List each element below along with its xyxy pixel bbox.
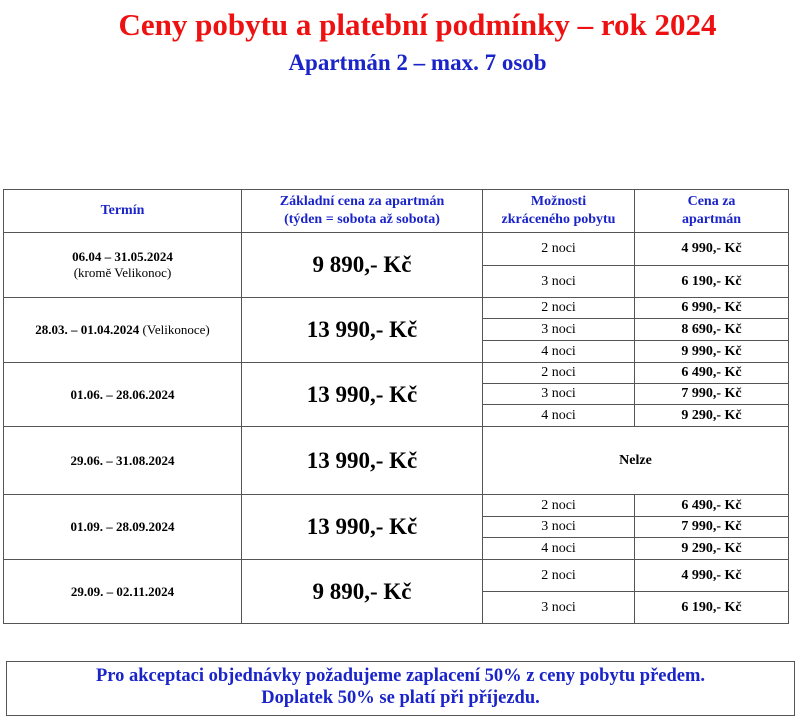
period-base-price: 13 990,- Kč bbox=[242, 363, 483, 427]
price-table bbox=[3, 189, 789, 624]
option-price: 7 990,- Kč bbox=[635, 384, 789, 405]
option-price: 6 190,- Kč bbox=[635, 592, 789, 624]
option-nights: 2 noci bbox=[483, 298, 635, 319]
period-term: 28.03. – 01.04.2024 (Velikonoce) bbox=[4, 298, 242, 363]
option-price: 6 490,- Kč bbox=[635, 363, 789, 384]
payment-terms-line: Pro akceptaci objednávky požadujeme zaplacení 50% z ceny pobytu předem. bbox=[95, 666, 706, 686]
option-nights: 2 noci bbox=[483, 495, 635, 517]
period-term: 29.06. – 31.08.2024 bbox=[4, 427, 242, 495]
option-nights: 4 noci bbox=[483, 405, 635, 427]
option-nights: 2 noci bbox=[483, 363, 635, 384]
option-price: 4 990,- Kč bbox=[635, 233, 789, 266]
page-title: Ceny pobytu a platební podmínky – rok 2024 bbox=[118, 7, 717, 42]
option-nights: 3 noci bbox=[483, 592, 635, 624]
header-apartment-price: Cena za apartmán bbox=[635, 190, 789, 233]
header-base-price: Základní cena za apartmán (týden = sobota až sobota) bbox=[242, 190, 483, 233]
option-nights: 3 noci bbox=[483, 266, 635, 298]
table-row bbox=[4, 495, 789, 517]
option-price: 6 490,- Kč bbox=[635, 495, 789, 517]
period-base-price: 9 890,- Kč bbox=[242, 560, 483, 624]
table-row bbox=[4, 298, 789, 319]
payment-terms-line: Doplatek 50% se platí při příjezdu. bbox=[261, 688, 540, 708]
option-price: 7 990,- Kč bbox=[635, 517, 789, 538]
table-row bbox=[4, 427, 789, 495]
option-nights: 4 noci bbox=[483, 341, 635, 363]
unavailable-note: Nelze bbox=[483, 427, 789, 495]
period-term: 01.09. – 28.09.2024 bbox=[4, 495, 242, 560]
period-base-price: 13 990,- Kč bbox=[242, 298, 483, 363]
table-row bbox=[4, 363, 789, 384]
option-price: 9 290,- Kč bbox=[635, 538, 789, 560]
table-row bbox=[4, 233, 789, 266]
option-nights: 2 noci bbox=[483, 560, 635, 592]
payment-terms-box bbox=[6, 661, 795, 716]
period-base-price: 13 990,- Kč bbox=[242, 495, 483, 560]
option-nights: 3 noci bbox=[483, 384, 635, 405]
period-base-price: 13 990,- Kč bbox=[242, 427, 483, 495]
option-price: 6 990,- Kč bbox=[635, 298, 789, 319]
period-term: 06.04 – 31.05.2024 (kromě Velikonoc) bbox=[4, 233, 242, 298]
option-nights: 3 noci bbox=[483, 517, 635, 538]
option-price: 9 990,- Kč bbox=[635, 341, 789, 363]
option-price: 4 990,- Kč bbox=[635, 560, 789, 592]
option-nights: 4 noci bbox=[483, 538, 635, 560]
option-price: 9 290,- Kč bbox=[635, 405, 789, 427]
page-subtitle: Apartmán 2 – max. 7 osob bbox=[288, 50, 547, 75]
period-term: 01.06. – 28.06.2024 bbox=[4, 363, 242, 427]
table-header-row bbox=[4, 190, 789, 233]
option-price: 6 190,- Kč bbox=[635, 266, 789, 298]
period-base-price: 9 890,- Kč bbox=[242, 233, 483, 298]
period-term: 29.09. – 02.11.2024 bbox=[4, 560, 242, 624]
option-nights: 3 noci bbox=[483, 319, 635, 341]
header-term: Termín bbox=[4, 190, 242, 233]
option-nights: 2 noci bbox=[483, 233, 635, 266]
table-row bbox=[4, 560, 789, 592]
option-price: 8 690,- Kč bbox=[635, 319, 789, 341]
header-short-stay: Možnosti zkráceného pobytu bbox=[483, 190, 635, 233]
